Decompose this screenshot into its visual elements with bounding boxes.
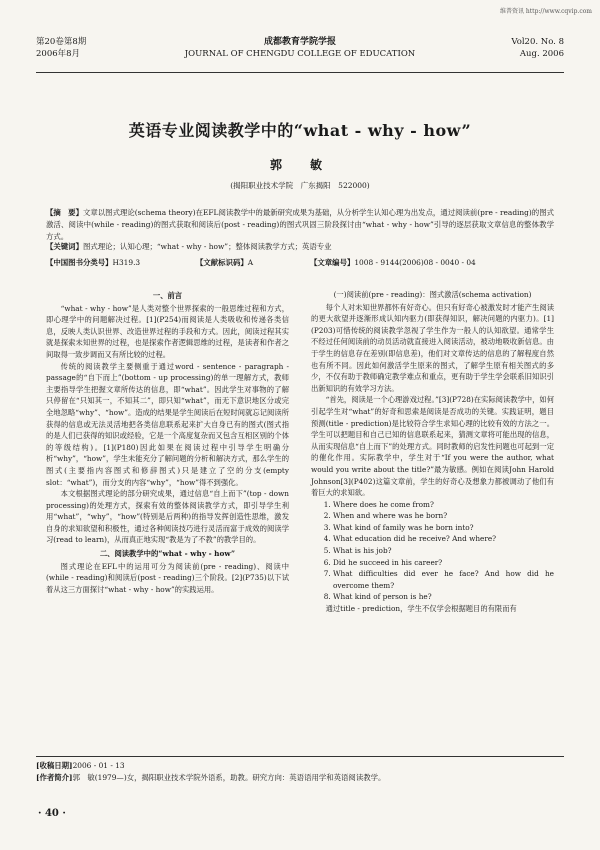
list-item: 4. What education did he receive? And where? — [333, 533, 554, 545]
section-heading-2: 二、阅读教学中的“what - why - how” — [99, 549, 236, 559]
watermark: 维普资讯 http://www.cqvip.com — [499, 8, 592, 15]
volume-en: Vol20. No. 8 — [511, 37, 564, 47]
running-header — [36, 36, 564, 73]
doc-label: 【文献标识码】 — [196, 258, 248, 267]
list-item: 6. Did he succeed in his career? — [333, 557, 554, 569]
abstract — [46, 207, 554, 243]
journal-name-en: JOURNAL OF CHENGDU COLLEGE OF EDUCATION — [184, 49, 416, 59]
abstract-label: 【摘 要】 — [46, 208, 83, 217]
paragraph: 图式理论在EFL中的运用可分为阅读前(pre - reading)、阅读中(while - reading)和阅读后(post - reading)三个阶段。[2](P735)以下试着从这三方面探讨“what - why - how”的实践运用。 — [46, 561, 289, 594]
doc-value: A — [247, 258, 254, 267]
list-item: 8. What kind of person is he? — [333, 591, 554, 603]
paragraph: 传统的阅读教学主要侧重于通过word - sentence - paragraph - passage的“自下而上”(bottom - up processing)的单一理解方式，教师主要指导学生把握文章所传达的信息，即“what”。因此学生对事物的了解只停留在“只知其一，不知其二”，即只知“what”，而无下意识地区分或完全地忽略“why”、“how”。造成的结果是学生阅读后在短时间就忘记阅读所获得的信息或无法灵活地把各类信息联系起来扩大自身已有的图式(图式指的是人们已获得的知识或经验，它是一个高度复杂而又包含互相区别的个体的等级结构)。[1](P180)因此如果在阅读过程中引导学生明确分析“why”，“how”，学生未能充分了解问题的分析和解决方式，那么学生的图式(主要指内容图式和修辞图式)只是建立了空的分支(empty slot：“what”)，而分支的内容“why”，“how”得不到强化。 — [46, 361, 289, 487]
question-list — [311, 499, 554, 603]
author-bio-label: [作者简介] — [36, 773, 73, 782]
left-column — [46, 288, 289, 595]
section-heading-intro: 一、前言 — [152, 291, 183, 300]
clc-number — [46, 257, 140, 269]
article-label: 【文章编号】 — [310, 258, 355, 267]
paragraph: “what - why - how”是人类对整个世界探索的一般思维过程和方式，即心理学中的问题解决过程。[1](P254)而阅读是人类吸收和传递各类信息，反映人类认识世界、改造世界过程的手段和方式。因此，阅读过程其实就是探索未知世界的过程，也是探索作者逻辑思维的过程，是读者和作者之间取得一致步调而又有所比较的过程。 — [46, 303, 289, 359]
journal-name-cn: 成都教育学院学报 — [263, 37, 336, 47]
received-date — [36, 760, 564, 772]
date-cn: 2006年8月 — [36, 49, 81, 59]
clc-value: H319.3 — [112, 258, 141, 267]
paragraph: “首先，阅读是一个心理游戏过程。”[3](P728)在实际阅读教学中，如何引起学生对“what”的好奇和思索是阅读是否成功的关键。实践证明，题目预测(title - prediction)是比较符合学生求知心理的比较有效的方法之一。学生可以把题目和自己已知的信息联系起来，猜测文章将可能出现的信息，从而实现信息“自上而下”的处理方式。同时教师的启发性问题也可起到一定的催化作用。实际教学中，学生对于“If you were the author, what would you write about the title?”最为敏感。例如在阅读John Harold Johnson[3](P402)这篇文章前，学生的好奇心及想象力都被调动了他们有着巨大的求知欲。 — [311, 395, 554, 498]
right-column — [311, 288, 554, 615]
page-number: · 40 · — [38, 808, 66, 819]
author-affiliation: (揭阳职业技术学院 广东揭阳 522000) — [230, 181, 370, 190]
keywords — [46, 241, 554, 253]
footnotes — [36, 756, 564, 784]
keywords-label: 【关键词】 — [46, 242, 83, 251]
abstract-text: 文章以图式理论(schema theory)在EFL阅读教学中的最新研究成果为基础，从分析学生认知心理为出发点，通过阅读前(pre - reading)的图式激活、阅读中(while - reading)的图式获取和阅读后(post - reading)的图式巩固三阶段探讨由“what - why - how”引导的逐层获取文章信息的整体教学方式。 — [46, 208, 554, 241]
article-value: 1008 - 9144(2006)08 - 0040 - 04 — [354, 258, 476, 267]
author-name: 郭 敏 — [269, 158, 330, 172]
received-label: [收稿日期] — [36, 761, 73, 770]
header-center — [36, 36, 564, 60]
paragraph: 每个人对未知世界都怀有好奇心。但只有好奇心被激发时才能产生阅读的更大欲望并逐渐形成认知内驱力(即获得知识，解决问题的内驱力)。[1](P203)可惜传统的阅读教学忽视了学生作为一般人的认知欲望。通常学生不经过任何阅读前的动员活动就直接进入阅读活动，被动地吸收新信息。由于学生的信息存在差别(即信息差)，他们对文章传达的信息的了解程度自然也有所不同。因此如何激活学生原来的图式，了解学生原有相关图式的多少，不仅有助于教师确定教学难点和重点，更有助于学生学会联系旧知识引出新知识的有效学习方法。 — [311, 302, 554, 393]
doc-code — [196, 257, 253, 269]
author-bio — [36, 772, 564, 784]
paragraph: 通过title - prediction，学生不仅学会根据题目的有限而有 — [325, 604, 517, 614]
volume-cn: 第20卷第8期 — [36, 37, 87, 47]
list-item: 1. Where does he come from? — [333, 499, 554, 511]
article-title: 英语专业阅读教学中的“what - why - how” — [128, 121, 472, 140]
article-number — [310, 257, 476, 269]
list-item: 7. What difficulties did ever he face? And how did he overcome them? — [333, 568, 554, 591]
keywords-text: 图式理论；认知心理；“what - why - how”；整体阅读教学方式；英语专业 — [82, 242, 332, 251]
list-item: 3. What kind of family was he born into? — [333, 522, 554, 534]
paragraph: 本文根据图式理论的部分研究成果，通过信息“自上而下”(top - down processing)的处理方式，探索有效的整体阅读教学方式，即引导学生利用“what”，“why”，“how”(特别是后两种)的指导发挥创造性思维，激发自身的求知欲望和积极性，通过各种阅读技巧进行灵活而富于成效的阅读学习(read to learn)，从而真正地实现“教是为了不教”的教学目的。 — [46, 489, 289, 545]
list-item: 2. When and where was he born? — [333, 510, 554, 522]
subsection-heading: (一)阅读前(pre - reading)：图式激活(schema activation) — [333, 290, 532, 299]
list-item: 5. What is his job? — [333, 545, 554, 557]
date-en: Aug. 2006 — [519, 49, 564, 59]
received-value: 2006 - 01 - 13 — [72, 761, 125, 770]
header-right — [511, 36, 564, 60]
clc-label: 【中国图书分类号】 — [46, 258, 113, 267]
author-bio-value: 郭 敏(1979—)女，揭阳职业技术学院外语系，助教。研究方向：英语语用学和英语阅读教学。 — [72, 773, 386, 782]
